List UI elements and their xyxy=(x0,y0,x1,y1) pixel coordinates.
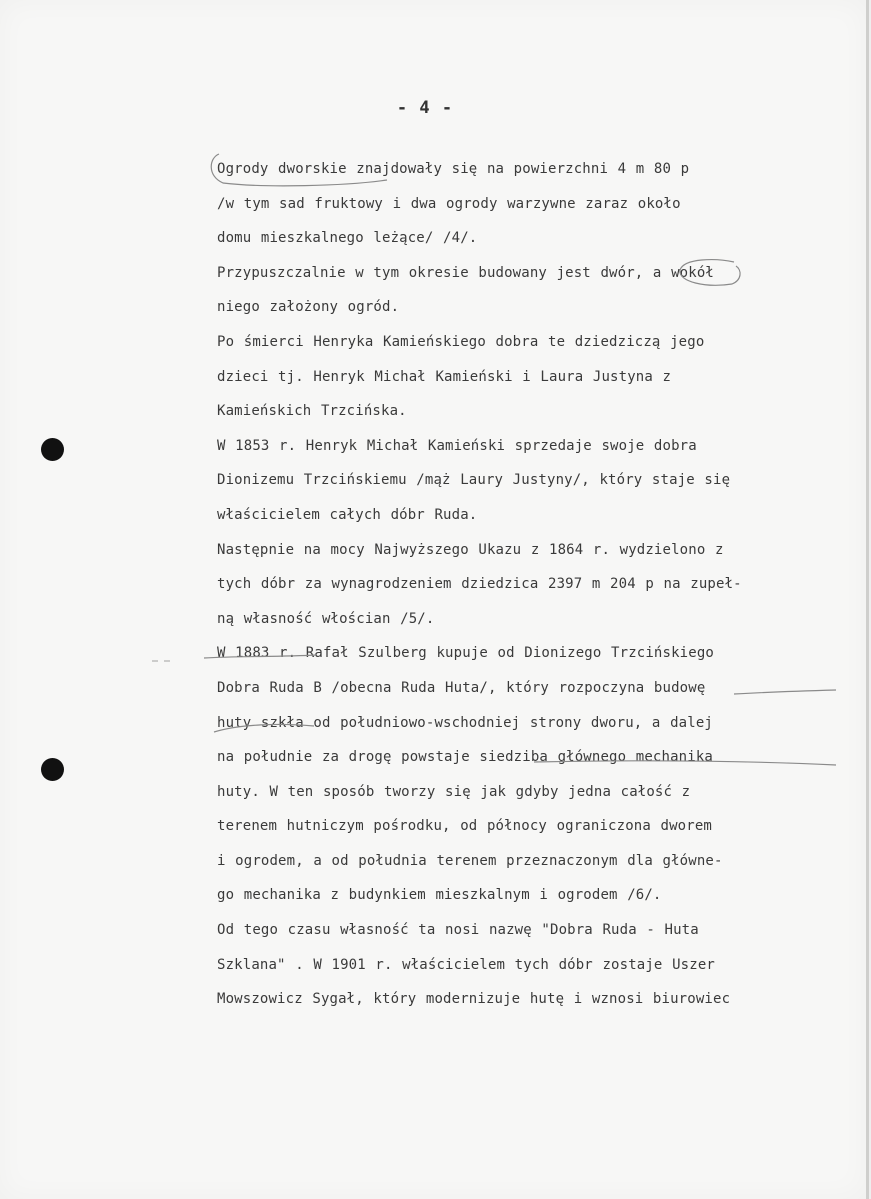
text-line-14: ną własność włościan /5/. xyxy=(217,610,435,627)
punch-hole-top xyxy=(41,438,64,461)
text-line-24: Szklana" . W 1901 r. właścicielem tych dóbr zostaje Uszer xyxy=(217,956,715,973)
text-line-13: tych dóbr za wynagrodzeniem dziedzica 2397 m 204 p na zupeł- xyxy=(217,576,742,593)
text-line-1: Ogrody dworskie znajdowały się na powierzchni 4 m 80 p xyxy=(217,161,690,177)
punch-hole-bottom xyxy=(41,758,64,781)
text-line-7: dzieci tj. Henryk Michał Kamieński i Laura Justyna z xyxy=(217,368,672,385)
text-line-6: Po śmierci Henryka Kamieńskiego dobra te dziedziczą jego xyxy=(217,333,705,350)
text-line-2: /w tym sad fruktowy i dwa ogrody warzywne zaraz około xyxy=(217,195,681,212)
text-line-9: W 1853 r. Henryk Michał Kamieński sprzedaje swoje dobra xyxy=(217,437,697,454)
text-line-15: W 1883 r. Rafał Szulberg kupuje od Dionizego Trzcińskiego xyxy=(217,645,714,662)
text-line-4: Przypuszczalnie w tym okresie budowany jest dwór, a wokół xyxy=(217,264,714,281)
text-line-20: terenem hutniczym pośrodku, od północy ograniczona dworem xyxy=(217,818,712,835)
text-line-21: i ogrodem, a od południa terenem przeznaczonym dla główne- xyxy=(217,852,723,869)
text-line-12: Następnie na mocy Najwyższego Ukazu z 1864 r. wydzielono z xyxy=(217,541,724,558)
text-line-19: huty. W ten sposób tworzy się jak gdyby jedna całość z xyxy=(217,783,691,800)
text-line-25: Mowszowicz Sygał, który modernizuje hutę i wznosi biurowiec xyxy=(217,991,731,1008)
page-number: - 4 - xyxy=(396,98,454,118)
text-line-3: domu mieszkalnego leżące/ /4/. xyxy=(217,230,478,247)
document-body xyxy=(217,152,857,1017)
text-line-10: Dionizemu Trzcińskiemu /mąż Laury Justyny/, który staje się xyxy=(217,472,731,489)
text-line-11: właścicielem całych dóbr Ruda. xyxy=(217,506,478,523)
text-line-16: Dobra Ruda B /obecna Ruda Huta/, który rozpoczyna budowę xyxy=(217,679,706,696)
text-line-8: Kamieńskich Trzcińska. xyxy=(217,403,407,420)
text-line-22: go mechanika z budynkiem mieszkalnym i ogrodem /6/. xyxy=(217,887,662,904)
pencil-margin-mark xyxy=(150,656,180,666)
text-line-23: Od tego czasu własność ta nosi nazwę "Dobra Ruda - Huta xyxy=(217,922,699,939)
text-line-5: niego założony ogród. xyxy=(217,299,400,316)
text-line-18: na południe za drogę powstaje siedziba głównego mechanika xyxy=(217,749,713,766)
text-line-17: huty szkła od południowo-wschodniej strony dworu, a dalej xyxy=(217,714,713,731)
